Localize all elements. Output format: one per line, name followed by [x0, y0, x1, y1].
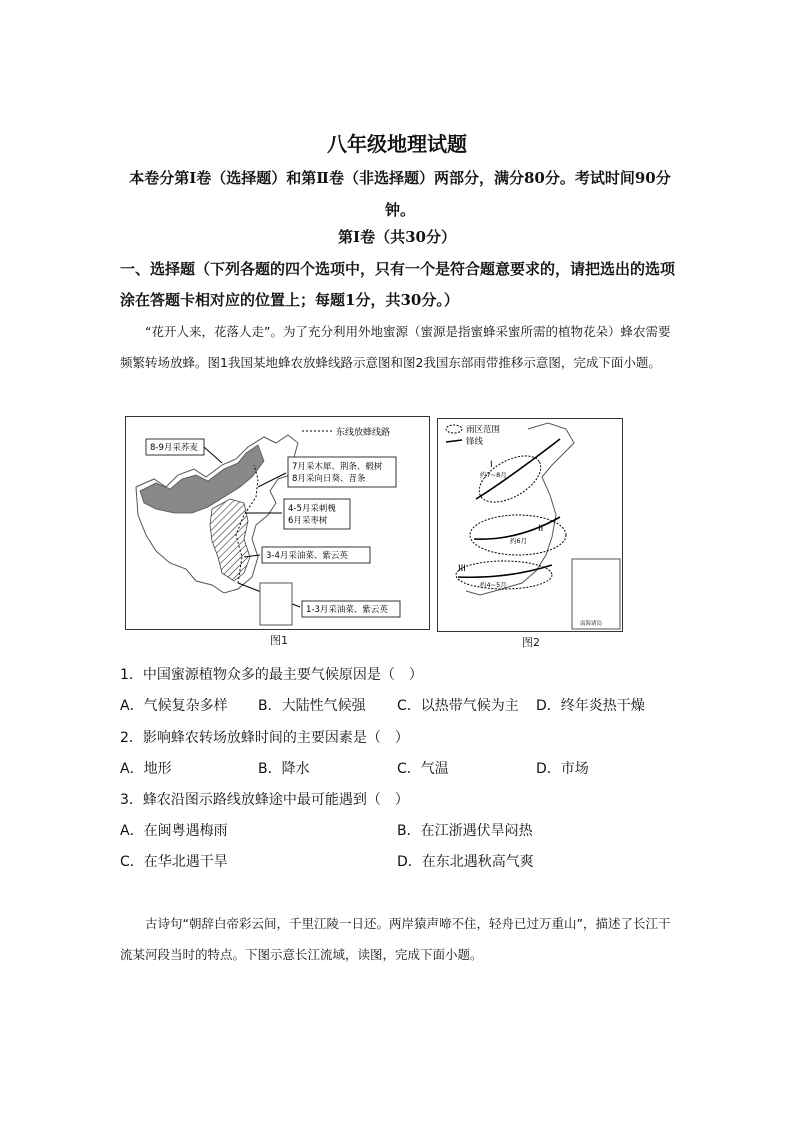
- figure1-caption: 图1: [270, 634, 288, 647]
- front-line-3: [458, 565, 552, 577]
- zone-1-period: 约7~8月: [480, 471, 507, 479]
- q3-option-d: D．在东北遇秋高气爽: [397, 854, 534, 870]
- exam-intro: 本卷分第Ⅰ卷（选择题）和第Ⅱ卷（非选择题）两部分，满分80分。考试时间90分钟。: [129, 169, 671, 219]
- figure2-map: [437, 418, 623, 632]
- label-l3b: 6月采枣树: [288, 516, 328, 526]
- label-l2a: 7月采木犀、荆条、椴树: [292, 462, 383, 472]
- figure1-inset: [260, 583, 292, 625]
- figure1-map: [125, 416, 430, 630]
- route-legend-label: 东线放蜂线路: [336, 428, 391, 438]
- inset-label: 南海诸岛: [580, 621, 603, 627]
- question-2-stem: 2．影响蜂农转场放蜂时间的主要因素是（ ）: [120, 730, 409, 746]
- q3-option-b: B．在江浙遇伏旱闷热: [397, 823, 533, 839]
- passage2-text: 古诗句“朝辞白帝彩云间，千里江陵一日还。两岸猿声啼不住，轻舟已过万重山”，描述了长江干流某河段当时的特点。下图示意长江流域，读图，完成下面小题。: [120, 916, 671, 962]
- hatched-route-region: [210, 499, 250, 581]
- label-l4: 3-4月采油菜、紫云英: [266, 551, 348, 561]
- zone-2-period: 约6月: [510, 537, 528, 545]
- passage1-text: “花开人来，花落人走”。为了充分利用外地蜜源（蜜源是指蜜蜂采蜜所需的植物花朵）蜂农需要频繁转场放蜂。图1我国某地蜂农放蜂线路示意图和图2我国东部雨带推移示意图，完成下面小题。: [120, 324, 671, 370]
- front-legend-symbol: [446, 440, 462, 442]
- question-1-stem: 1．中国蜜源植物众多的最主要气候原因是（ ）: [120, 667, 423, 683]
- q3-option-a: A．在闽粤遇梅雨: [120, 823, 228, 839]
- q1-option-a: A．气候复杂多样: [120, 698, 228, 714]
- zone-2-name: II: [538, 524, 544, 534]
- q3-option-c: C．在华北遇干旱: [120, 854, 228, 870]
- zone-3-period: 约4~5月: [480, 581, 507, 589]
- figure2-caption: 图2: [522, 636, 540, 649]
- passage1: [120, 316, 680, 378]
- page-title: 八年级地理试题: [327, 132, 467, 156]
- q1-option-d: D．终年炎热干燥: [536, 698, 645, 714]
- q2-option-b: B．降水: [258, 761, 310, 777]
- arrow-1: [204, 447, 222, 463]
- zone-3-name: III: [458, 564, 466, 574]
- label-l1: 8-9月采荞麦: [150, 443, 198, 453]
- figure2-svg: [438, 419, 622, 631]
- figure2-inset: [572, 559, 620, 629]
- q2-option-d: D．市场: [536, 761, 589, 777]
- rain-legend-label: 雨区范围: [466, 425, 501, 435]
- front-line-2: [474, 517, 560, 539]
- q1-option-b: B．大陆性气候强: [258, 698, 366, 714]
- arrow-2: [258, 473, 286, 487]
- label-l2b: 8月采向日葵、苕条: [292, 474, 366, 484]
- question-3-stem: 3．蜂农沿图示路线放蜂途中最可能遇到（ ）: [120, 792, 409, 808]
- label-l3a: 4-5月采刺槐: [288, 504, 336, 514]
- part1-title: 第Ⅰ卷（共30分）: [338, 228, 456, 246]
- q2-option-a: A．地形: [120, 761, 172, 777]
- zone-1-name: I: [490, 460, 493, 470]
- passage2: [120, 908, 680, 970]
- q2-option-c: C．气温: [397, 761, 449, 777]
- coastline: [466, 423, 574, 595]
- q1-option-c: C．以热带气候为主: [397, 698, 519, 714]
- figure1-svg: [126, 417, 429, 629]
- rain-legend-symbol: [446, 425, 462, 433]
- front-legend-label: 锋线: [466, 437, 484, 447]
- section1-heading: 一、选择题（下列各题的四个选项中，只有一个是符合题意要求的，请把选出的选项涂在答题卡相对应的位置上；每题1分，共30分。）: [120, 260, 676, 309]
- label-l5: 1-3月采油菜、紫云英: [306, 605, 388, 615]
